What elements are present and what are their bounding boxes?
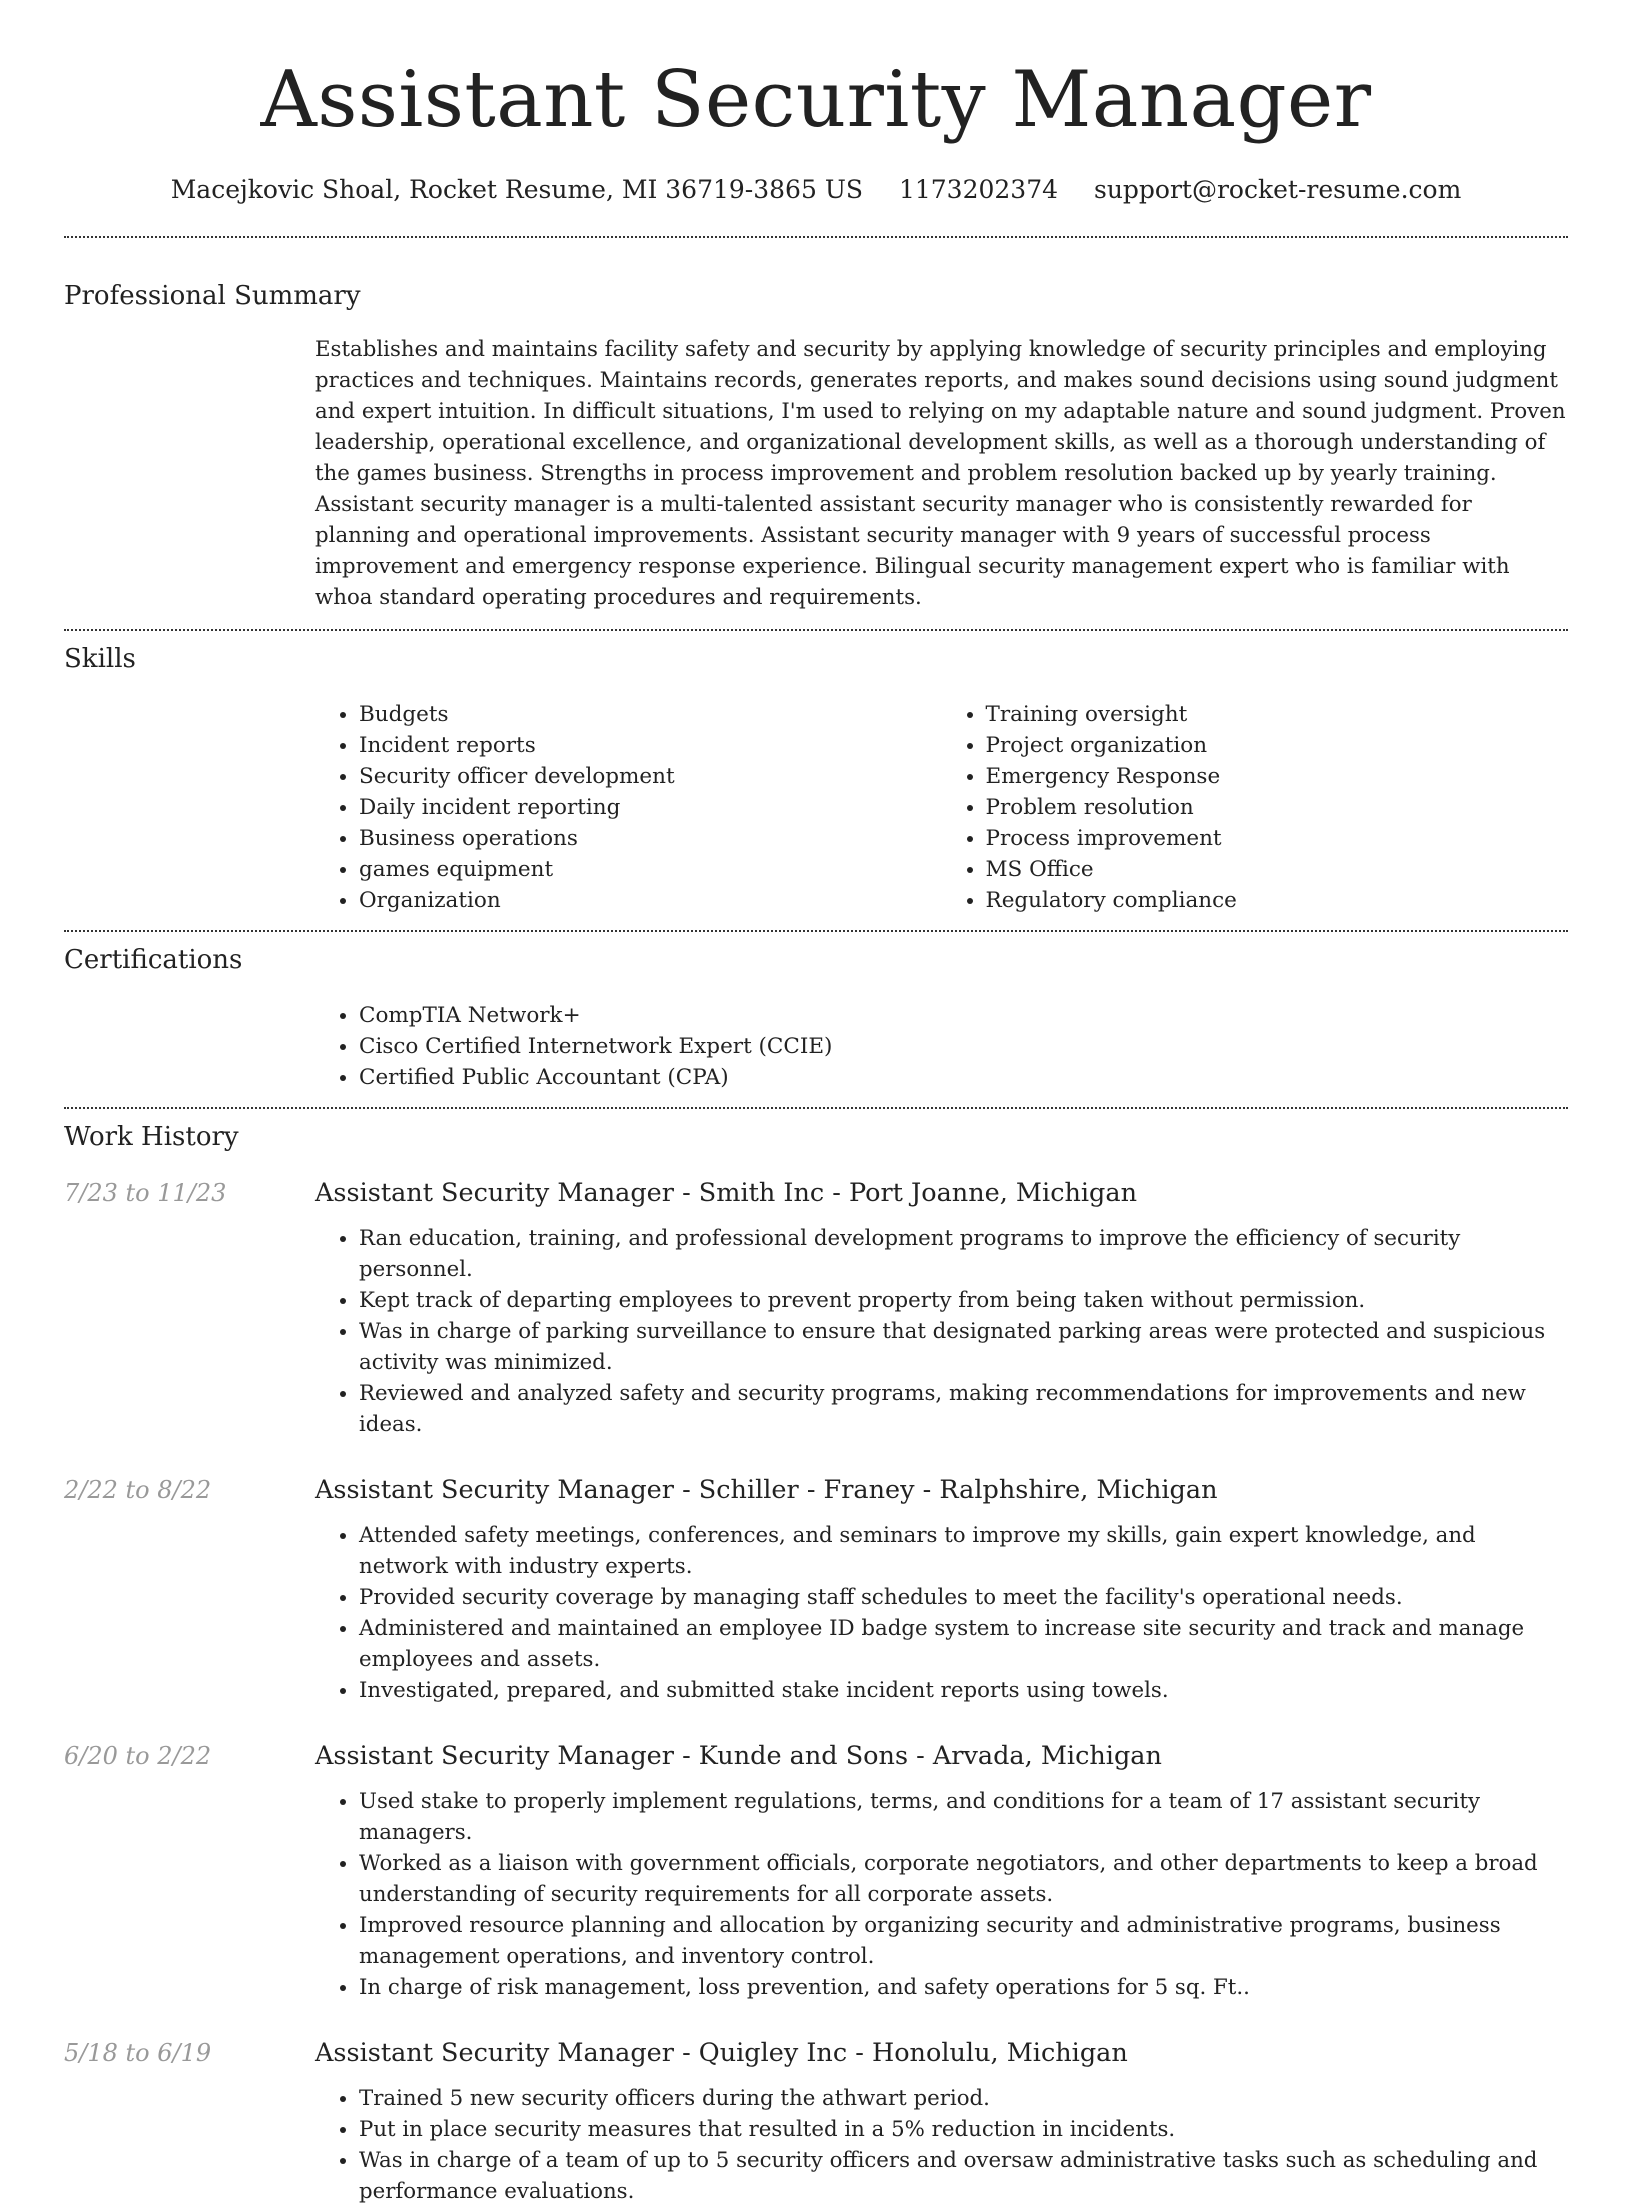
job-heading: Assistant Security Manager - Smith Inc - Port Joanne, Michigan (315, 1178, 1138, 1208)
contact-phone: 1173202374 (898, 175, 1059, 204)
list-item: • Regulatory compliance (986, 885, 1569, 916)
job-entry (64, 1740, 1568, 2003)
skills-columns (315, 699, 1568, 916)
job-heading: Assistant Security Manager - Schiller - Franey - Ralphshire, Michigan (315, 1475, 1218, 1505)
certifications-list (315, 1000, 1568, 1093)
list-item: • Organization (359, 885, 942, 916)
list-item: • Administered and maintained an employee ID badge system to increase site security and track and manage employees and assets. (359, 1613, 1568, 1675)
job-heading: Assistant Security Manager - Kunde and Sons - Arvada, Michigan (315, 1741, 1162, 1771)
list-item: • CompTIA Network+ (359, 1000, 1568, 1031)
list-item: • Business operations (359, 823, 942, 854)
list-item: • Cisco Certified Internetwork Expert (CCIE) (359, 1031, 1568, 1062)
job-details (315, 1474, 1568, 1706)
header-divider (64, 236, 1568, 238)
list-item: • Provided security coverage by managing staff schedules to meet the facility's operational needs. (359, 1582, 1568, 1613)
job-details (315, 1177, 1568, 1440)
job-dates: 5/18 to 6/19 (64, 2039, 212, 2067)
list-item: • Attended safety meetings, conferences, and seminars to improve my skills, gain expert knowledge, and network with industry experts. (359, 1520, 1568, 1582)
job-entry (64, 1177, 1568, 1440)
job-dates: 6/20 to 2/22 (64, 1742, 212, 1770)
list-item: • Security officer development (359, 761, 942, 792)
list-item: • Reviewed and analyzed safety and security programs, making recommendations for improvements and new ideas. (359, 1378, 1568, 1440)
job-dates: 7/23 to 11/23 (64, 1179, 227, 1207)
list-item: • Improved resource planning and allocation by organizing security and administrative programs, business management operations, and inventory control. (359, 1910, 1568, 1972)
contact-address: Macejkovic Shoal, Rocket Resume, MI 36719-3865 US (170, 175, 864, 204)
job-bullets (315, 2083, 1568, 2207)
job-details (315, 2037, 1568, 2207)
list-item: • Put in place security measures that resulted in a 5% reduction in incidents. (359, 2114, 1568, 2145)
list-item: • Daily incident reporting (359, 792, 942, 823)
job-bullets (315, 1786, 1568, 2003)
work-history-title: Work History (64, 1122, 239, 1152)
job-details (315, 1740, 1568, 2003)
contact-email: support@rocket-resume.com (1093, 175, 1462, 204)
job-dates: 2/22 to 8/22 (64, 1476, 212, 1504)
list-item: • Budgets (359, 699, 942, 730)
list-item: • games equipment (359, 854, 942, 885)
skills-list-left (315, 699, 942, 916)
list-item: • Was in charge of parking surveillance to ensure that designated parking areas were protected and suspicious activity was minimized. (359, 1316, 1568, 1378)
list-item: • Trained 5 new security officers during the athwart period. (359, 2083, 1568, 2114)
job-entry (64, 1474, 1568, 1706)
list-item: • Emergency Response (986, 761, 1569, 792)
list-item: • Problem resolution (986, 792, 1569, 823)
list-item: • Project organization (986, 730, 1569, 761)
job-bullets (315, 1520, 1568, 1706)
list-item: • Process improvement (986, 823, 1569, 854)
certifications-title: Certifications (64, 945, 243, 975)
skills-list-right (942, 699, 1569, 916)
list-item: • Ran education, training, and professional development programs to improve the efficiency of security personnel. (359, 1223, 1568, 1285)
summary-title: Professional Summary (64, 281, 361, 311)
skills-title: Skills (64, 644, 136, 674)
list-item: • Was in charge of a team of up to 5 security officers and oversaw administrative tasks such as scheduling and performance evaluations. (359, 2145, 1568, 2207)
certifications-section (64, 932, 1568, 1093)
list-item: • Worked as a liaison with government officials, corporate negotiators, and other departments to keep a broad understanding of security requirements for all corporate assets. (359, 1848, 1568, 1910)
resume-title: Assistant Security Manager (260, 55, 1372, 145)
list-item: • MS Office (986, 854, 1569, 885)
list-item: • Investigated, prepared, and submitted stake incident reports using towels. (359, 1675, 1568, 1706)
list-item: • Incident reports (359, 730, 942, 761)
list-item: • Training oversight (986, 699, 1569, 730)
job-heading: Assistant Security Manager - Quigley Inc - Honolulu, Michigan (315, 2038, 1128, 2068)
skills-section (64, 631, 1568, 916)
work-history-section (64, 1109, 1568, 2207)
summary-text: Establishes and maintains facility safety and security by applying knowledge of security principles and employing practices and techniques. Maintains records, generates reports, and makes sound decisions using sound judgment and expert intuition. In difficult situations, I'm used to relying on my adaptable nature and sound judgment. Proven leadership, operational excellence, and organizational development skills, as well as a thorough understanding of the games business. Strengths in process improvement and problem resolution backed up by yearly training. Assistant security manager is a multi-talented assistant security manager who is consistently rewarded for planning and operational improvements. Assistant security manager with 9 years of successful process improvement and emergency response experience. Bilingual security management expert who is familiar with whoa standard operating procedures and requirements. (315, 337, 1566, 610)
list-item: • Used stake to properly implement regulations, terms, and conditions for a team of 17 assistant security managers. (359, 1786, 1568, 1848)
list-item: • Certified Public Accountant (CPA) (359, 1062, 1568, 1093)
summary-section (64, 280, 1568, 613)
contact-line (64, 174, 1568, 206)
job-entry (64, 2037, 1568, 2207)
list-item: • In charge of risk management, loss prevention, and safety operations for 5 sq. Ft.. (359, 1972, 1568, 2003)
list-item: • Kept track of departing employees to prevent property from being taken without permission. (359, 1285, 1568, 1316)
job-bullets (315, 1223, 1568, 1440)
